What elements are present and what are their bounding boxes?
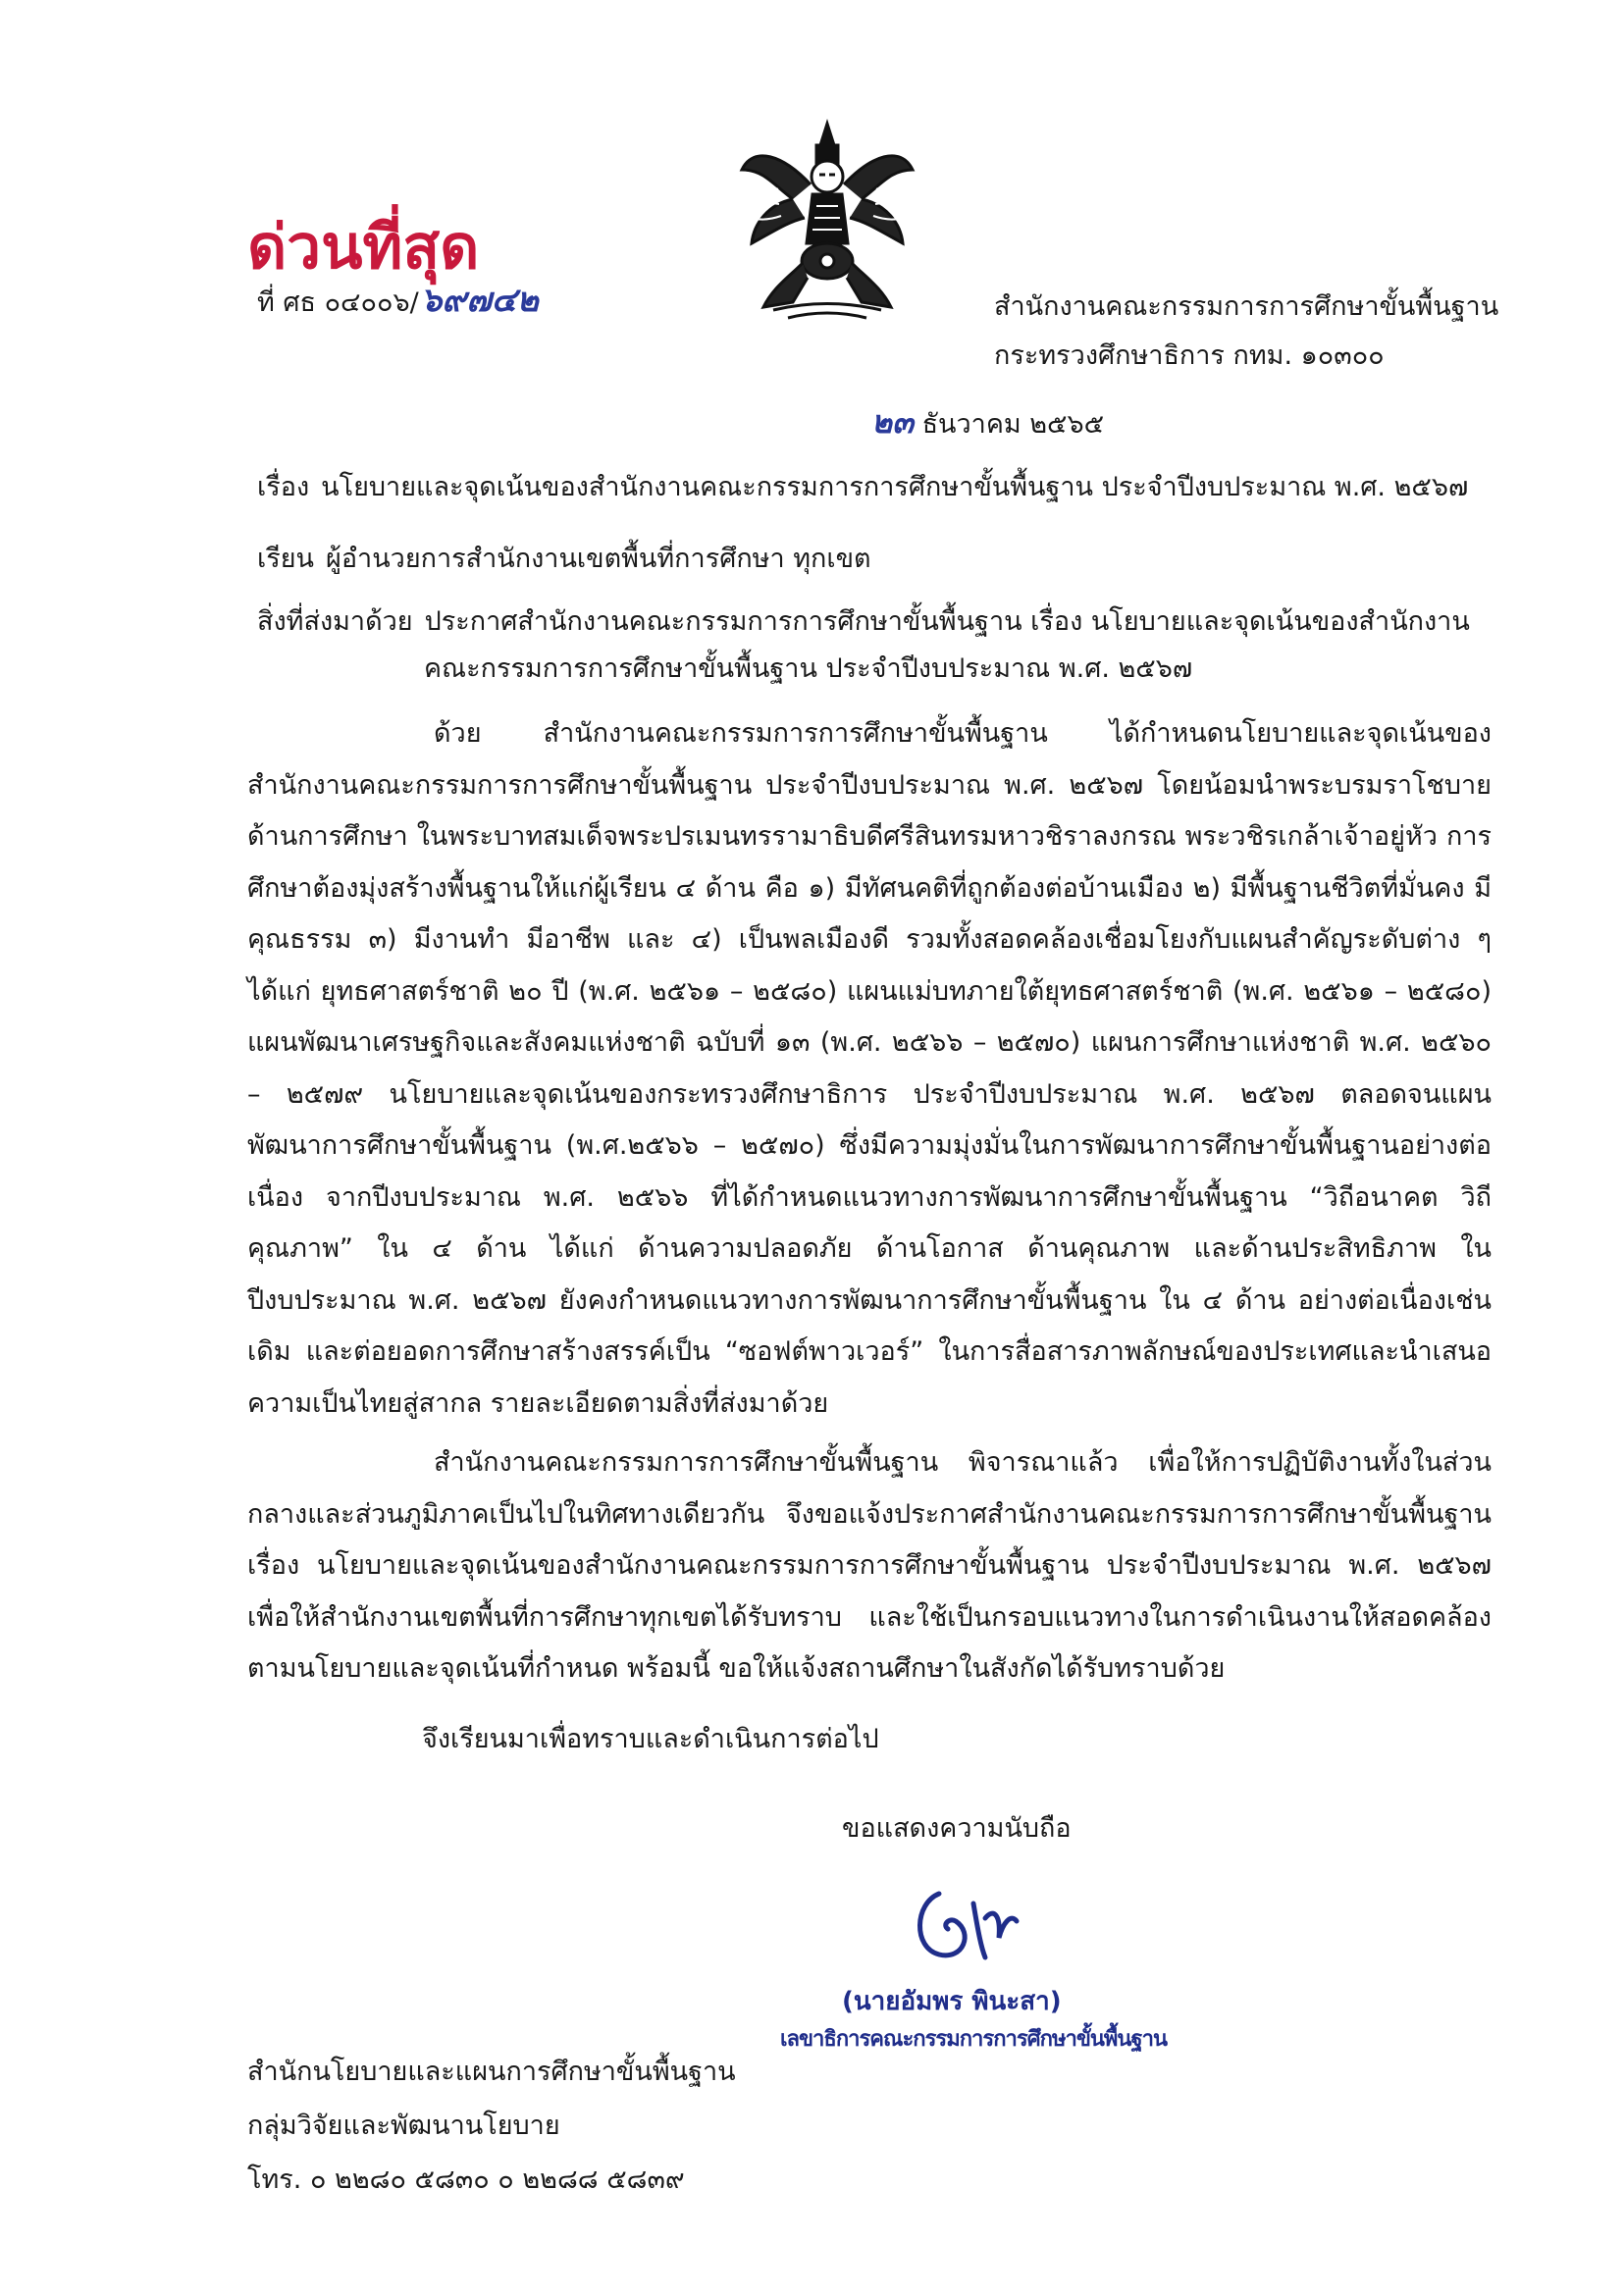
enclosure-label: สิ่งที่ส่งมาด้วย (257, 606, 413, 637)
footer-phone: โทร. ๐ ๒๒๘๐ ๕๘๓๐ ๐ ๒๒๘๘ ๕๘๓๙ (247, 2164, 685, 2195)
document-date (871, 397, 1104, 449)
document-number-handwritten: ๖๙๗๔๒ (420, 281, 539, 320)
closing-phrase: ขอแสดงความนับถือ (842, 1813, 1072, 1844)
signer-position: เลขาธิการคณะกรรมการการศึกษาขั้นพื้นฐาน (780, 2027, 1167, 2052)
subject-label: เรื่อง (257, 472, 310, 502)
enclosure-line (257, 598, 1470, 647)
garuda-emblem-icon (734, 116, 920, 322)
subject-text: นโยบายและจุดเน้นของสำนักงานคณะกรรมการการศึกษาขั้นพื้นฐาน ประจำปีงบประมาณ พ.ศ. ๒๕๖๗ (321, 472, 1469, 502)
footer-department: สำนักนโยบายและแผนการศึกษาขั้นพื้นฐาน (247, 2057, 736, 2087)
issuing-office: สำนักงานคณะกรรมการการศึกษาขั้นพื้นฐาน (994, 291, 1499, 322)
subject-line (257, 463, 1468, 512)
body-paragraph-3: จึงเรียนมาเพื่อทราบและดำเนินการต่อไป (422, 1724, 879, 1754)
enclosure-text-line2: คณะกรรมการการศึกษาขั้นพื้นฐาน ประจำปีงบประมาณ พ.ศ. ๒๕๖๗ (424, 653, 1193, 684)
body-paragraph-1: ด้วย สำนักงานคณะกรรมการการศึกษาขั้นพื้นฐาน ได้กำหนดนโยบายและจุดเน้นของสำนักงานคณะกรรมการการศึกษาขั้นพื้นฐาน ประจำปีงบประมาณ พ.ศ. ๒๕๖๗ โดยน้อมนำพระบรมราโชบายด้านการศึกษา ในพระบาทสมเด็จพระปรเมนทรรามาธิบดีศรีสินทรมหาวชิราลงกรณ พระวชิรเกล้าเจ้าอยู่หัว การศึกษาต้องมุ่งสร้างพื้นฐานให้แก่ผู้เรียน ๔ ด้าน คือ ๑) มีทัศนคติที่ถูกต้องต่อบ้านเมือง ๒) มีพื้นฐานชีวิตที่มั่นคง มีคุณธรรม ๓) มีงานทำ มีอาชีพ และ ๔) เป็นพลเมืองดี รวมทั้งสอดคล้องเชื่อมโยงกับแผนสำคัญระดับต่าง ๆ ได้แก่ ยุทธศาสตร์ชาติ ๒๐ ปี (พ.ศ. ๒๕๖๑ – ๒๕๘๐) แผนแม่บทภายใต้ยุทธศาสตร์ชาติ (พ.ศ. ๒๕๖๑ – ๒๕๘๐) แผนพัฒนาเศรษฐกิจและสังคมแห่งชาติ ฉบับที่ ๑๓ (พ.ศ. ๒๕๖๖ – ๒๕๗๐) แผนการศึกษาแห่งชาติ พ.ศ. ๒๕๖๐ – ๒๕๗๙ นโยบายและจุดเน้นของกระทรวงศึกษาธิการ ประจำปีงบประมาณ พ.ศ. ๒๕๖๗ ตลอดจนแผนพัฒนาการศึกษาขั้นพื้นฐาน (พ.ศ.๒๕๖๖ – ๒๕๗๐) ซึ่งมีความมุ่งมั่นในการพัฒนาการศึกษาขั้นพื้นฐานอย่างต่อเนื่อง จากปีงบประมาณ พ.ศ. ๒๕๖๖ ที่ได้กำหนดแนวทางการพัฒนาการศึกษาขั้นพื้นฐาน “วิถีอนาคต วิถีคุณภาพ” ใน ๔ ด้าน ได้แก่ ด้านความปลอดภัย ด้านโอกาส ด้านคุณภาพ และด้านประสิทธิภาพ ในปีงบประมาณ พ.ศ. ๒๕๖๗ ยังคงกำหนดแนวทางการพัฒนาการศึกษาขั้นพื้นฐาน ใน ๔ ด้าน อย่างต่อเนื่องเช่นเดิม และต่อยอดการศึกษาสร้างสรรค์เป็น “ซอฟต์พาวเวอร์” ในการสื่อสารภาพลักษณ์ของประเทศและนำเสนอความเป็นไทยสู่สากล รายละเอียดตามสิ่งที่ส่งมาด้วย (247, 718, 1492, 1419)
document-number (257, 281, 539, 323)
recipient-line (257, 535, 871, 584)
footer-group: กลุ่มวิจัยและพัฒนานโยบาย (247, 2111, 560, 2141)
body-paragraph-2: สำนักงานคณะกรรมการการศึกษาขั้นพื้นฐาน พิจารณาแล้ว เพื่อให้การปฏิบัติงานทั้งในส่วนกลางและส่วนภูมิภาคเป็นไปในทิศทางเดียวกัน จึงขอแจ้งประกาศสำนักงานคณะกรรมการการศึกษาขั้นพื้นฐาน เรื่อง นโยบายและจุดเน้นของสำนักงานคณะกรรมการการศึกษาขั้นพื้นฐาน ประจำปีงบประมาณ พ.ศ. ๒๕๖๗ เพื่อให้สำนักงานเขตพื้นที่การศึกษาทุกเขตได้รับทราบ และใช้เป็นกรอบแนวทางในการดำเนินงานให้สอดคล้องตามนโยบายและจุดเน้นที่กำหนด พร้อมนี้ ขอให้แจ้งสถานศึกษาในสังกัดได้รับทราบด้วย (247, 1447, 1492, 1684)
document-number-prefix: ที่ ศธ ๐๔๐๐๖/ (257, 287, 419, 318)
recipient-label: เรียน (257, 544, 315, 574)
ministry-address: กระทรวงศึกษาธิการ กทม. ๑๐๓๐๐ (994, 340, 1385, 371)
date-month-year: ธันวาคม ๒๕๖๕ (921, 409, 1105, 440)
recipient-text: ผู้อำนวยการสำนักงานเขตพื้นที่การศึกษา ทุกเขต (326, 544, 871, 574)
enclosure-text-line1: ประกาศสำนักงานคณะกรรมการการศึกษาขั้นพื้นฐาน เรื่อง นโยบายและจุดเน้นของสำนักงาน (424, 606, 1470, 637)
urgency-stamp: ด่วนที่สุด (247, 211, 480, 283)
signer-name: (นายอัมพร พินะสา) (842, 1987, 1062, 2016)
signature-icon (895, 1864, 1091, 1972)
date-day-handwritten: ๒๓ (871, 403, 914, 441)
